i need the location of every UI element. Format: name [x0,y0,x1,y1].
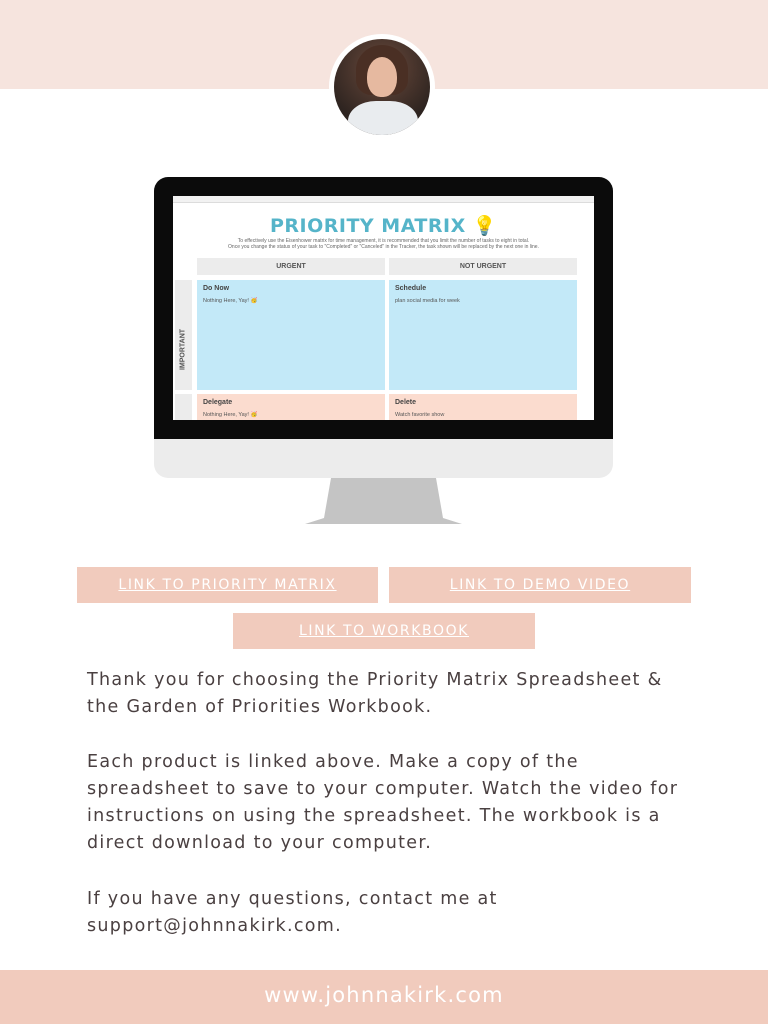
avatar-photo [334,39,430,135]
monitor-bezel [154,177,613,439]
monitor-chin [154,439,613,478]
row-label-cell-2 [175,394,192,420]
website-link[interactable]: www.johnnakirk.com [264,983,504,1007]
header-not-urgent: NOT URGENT [389,258,577,275]
quadrant-schedule: Schedule plan social media for week [389,280,577,390]
matrix-title: PRIORITY MATRIX 💡 [269,215,498,237]
link-workbook[interactable]: LINK TO WORKBOOK [233,613,535,649]
avatar [329,34,435,140]
column-header-strip [173,196,594,203]
contact-paragraph: If you have any questions, contact me at support@johnnakirk.com. [87,889,498,936]
quadrant-delegate: Delegate Nothing Here, Yay! 🥳 [197,394,385,420]
link-demo-video[interactable]: LINK TO DEMO VIDEO [389,567,691,603]
link-priority-matrix[interactable]: LINK TO PRIORITY MATRIX [77,567,378,603]
matrix-subtitle: To effectively use the Eisenhower matrix for time management, it is recommended that you limit the number of tasks to eight in total. Once you change the status of your task to "Completed" or "Canceled" in the Tracker, the task shown will be replaced by the next one in line. [228,238,539,250]
thank-you-paragraph: Thank you for choosing the Priority Matrix Spreadsheet & the Garden of Priorities Workbook. [87,670,663,717]
instructions-paragraph: Each product is linked above. Make a copy of the spreadsheet to save to your computer. Watch the video for instructions on using the spreadsheet. The workbook is a direct download to your computer. [87,752,679,853]
row-label-important: IMPORTANT [179,328,187,371]
monitor-mockup [154,177,613,478]
spreadsheet-screen [173,196,594,420]
monitor-stand [305,478,462,524]
quadrant-delete: Delete Watch favorite show [389,394,577,420]
quadrant-do-now: Do Now Nothing Here, Yay! 🥳 [197,280,385,390]
header-urgent: URGENT [197,258,385,275]
